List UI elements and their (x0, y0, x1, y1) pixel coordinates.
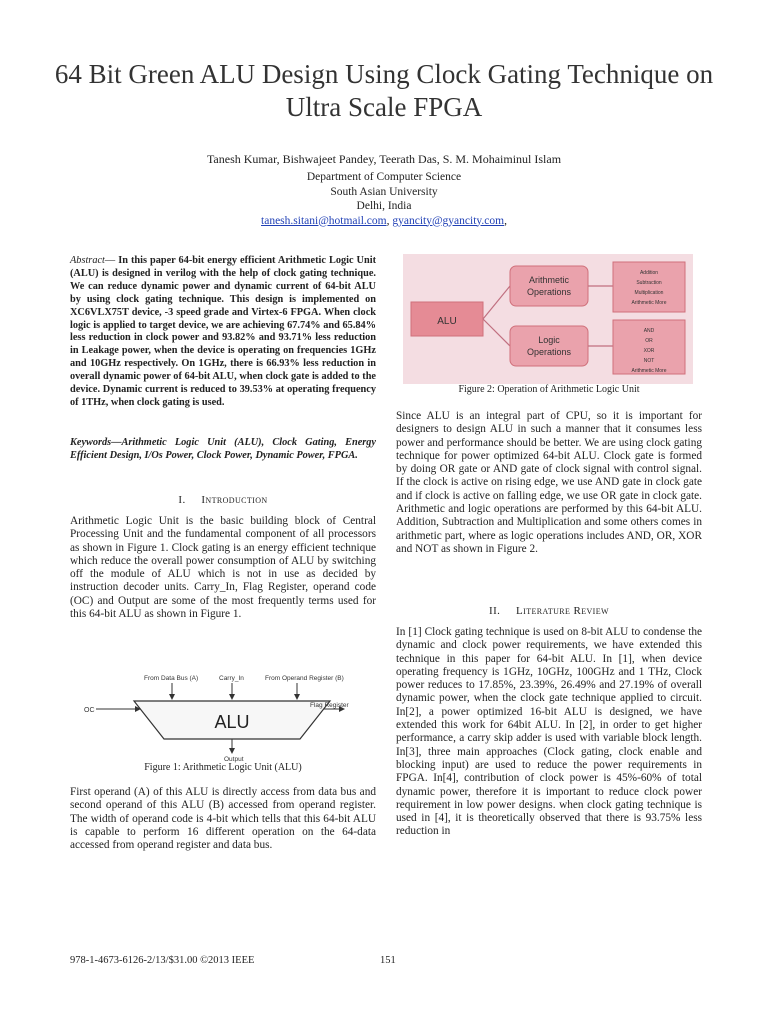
label-carry-in: Carry_In (219, 675, 244, 682)
figure-2-operations-diagram (403, 254, 693, 384)
abstract (70, 255, 376, 410)
figure-1-alu-diagram (82, 667, 372, 763)
right-paragraph-1: Since ALU is an integral part of CPU, so it is important for designers to design ALU in such a manner that it consumes less power and performance should be better. We are using clock gating technique for power optimized 64-bit ALU. Clock gate is formed by doing OR gate or AND gate of clock signal with control signal. If the clock is active on rising edge, we use AND gate in clock gate and if clock is active on falling edge, we use OR gate in clock gate. Arithmetic and logic operations are performed by this 64-bit ALU. Addition, Subtraction and Multiplication and some others comes in arithmetic part, where as logic operations includes AND, OR, XOR and NOT as shown in Figure 2. (396, 410, 702, 555)
fig2-list-item: Subtraction (636, 280, 662, 286)
fig2-alu-label: ALU (437, 316, 457, 327)
fig2-list-item: Addition (639, 270, 659, 276)
page-number: 151 (380, 955, 396, 966)
author-block (40, 152, 728, 228)
email-link-2[interactable]: gyancity@gyancity.com (392, 214, 505, 227)
label-from-operand-register: From Operand Register (B) (265, 675, 344, 682)
section-number: II. (489, 605, 501, 617)
university: South Asian University (330, 185, 438, 198)
fig2-list-item: Multiplication (634, 290, 664, 296)
intro-paragraph-1: Arithmetic Logic Unit is the basic building block of Central Processing Unit and the fundamental component of all processors as shown in Figure 1. Clock gating is an energy efficient technique which reduce the overall power consumption of ALU by switching off the module of ALU which is not in use as decided by instruction decoder units. Carry_In, Flag Register, operand code (OC) and Output are some of the most frequently terms used for this 64-bit ALU as shown in Figure 1. (70, 515, 376, 621)
fig2-list-item: NOT (643, 358, 655, 364)
label-output: Output (224, 756, 244, 763)
figure-1-caption: Figure 1: Arithmetic Logic Unit (ALU) (144, 762, 302, 773)
label-flag-register: Flag Register (310, 702, 349, 709)
email-line: tanesh.sitani@hotmail.com, gyancity@gyancity.com, (261, 214, 507, 227)
fig2-list-item: Arithmetic More (631, 368, 667, 374)
alu-label: ALU (214, 712, 250, 732)
figure-2-caption: Figure 2: Operation of Arithmetic Logic Unit (458, 384, 640, 395)
abstract-dash: — (104, 255, 119, 266)
email-link-1[interactable]: tanesh.sitani@hotmail.com (261, 214, 387, 227)
intro-paragraph-2: First operand (A) of this ALU is directly access from data bus and second operand of this ALU (B) accessed from operand register. The width of operand code is 4-bit which tells that this 64-bit ALU is capable to perform 16 different operation on the 64-data accessed from operand register and data bus. (70, 786, 376, 852)
footer-isbn: 978-1-4673-6126-2/13/$31.00 ©2013 IEEE (70, 955, 255, 966)
section-heading-introduction (70, 494, 376, 506)
department: Department of Computer Science (306, 171, 462, 183)
location: Delhi, India (356, 200, 412, 212)
section-number: I. (178, 494, 186, 506)
fig2-arith-label: Arithmetic Operations (526, 275, 572, 297)
fig2-list-item: AND (643, 328, 655, 334)
abstract-text: In this paper 64-bit energy efficient Arithmetic Logic Unit (ALU) is designed in verilog with the help of clock gating technique. We can reduce dynamic power and dynamic current of 64-bit ALU by using clock gating technique. This design is implemented on XC6VLX75T device, -3 speed grade and Virtex-6 FPGA. When clock logic is applied to target device, we are achieving 67.74% and 65.84% less reduction in clock power and 93.82% and 93.71% less reduction in Leakage power, when the device is operating on frequencies 1GHz and 10GHz respectively. On 1GHz, there is 66.93% less reduction in overall dynamic power of 64-bit ALU, when clock gate is added to the device. Dynamic current is reduced to 39.53% at operating frequency of 1THz, when clock gating is used. (70, 255, 377, 408)
keywords: Keywords—Arithmetic Logic Unit (ALU), Clock Gating, Energy Efficient Design, I/Os Power, Clock Power, Dynamic Power, FPGA. (70, 437, 376, 461)
label-from-data-bus: From Data Bus (A) (144, 675, 199, 682)
fig2-list-item: XOR (643, 348, 655, 354)
paper-title: 64 Bit Green ALU Design Using Clock Gating Technique on Ultra Scale FPGA (54, 59, 714, 122)
literature-paragraph: In [1] Clock gating technique is used on 8-bit ALU to condense the dynamic and clock power requirements, we have extended this technique in this paper for 64-bit ALU. In [1], when device operating frequency is 1GHz, 10GHz, 100GHz and 1 THz, Clock power reduces to 17.85%, 23.39%, 26.49% and 27.19% of overall dynamic power, when the clock gate technique applied to circuit. In[2], a power optimized 16-bit ALU is designed, we have extended this work for 64bit ALU. In [2], in order to get higher performance, a carry skip adder is used with variable block length. In[3], three main approaches (Clock gating, clock enable and blocking input) are used to reduce the power requirements in FPGA. In[4], contribution of clock power is 45%-60% of total dynamic power, therefore it is important to reduce clock power requirement in low power designs. when clock gating technique is used in [4], it is theoretically observed that there is 93.75% less reduction in (396, 626, 702, 838)
section-title: Literature Review (516, 605, 609, 617)
fig2-list-item: Arithmetic More (631, 300, 667, 306)
fig2-list-item: OR (645, 338, 653, 344)
label-oc: OC (84, 707, 95, 714)
author-names: Tanesh Kumar, Bishwajeet Pandey, Teerath Das, S. M. Mohaiminul Islam (206, 152, 562, 166)
section-title: Introduction (201, 494, 268, 506)
section-heading-literature-review (396, 605, 702, 617)
fig2-logic-label: Logic Operations (526, 335, 572, 357)
abstract-lead: Abstract (70, 255, 105, 266)
